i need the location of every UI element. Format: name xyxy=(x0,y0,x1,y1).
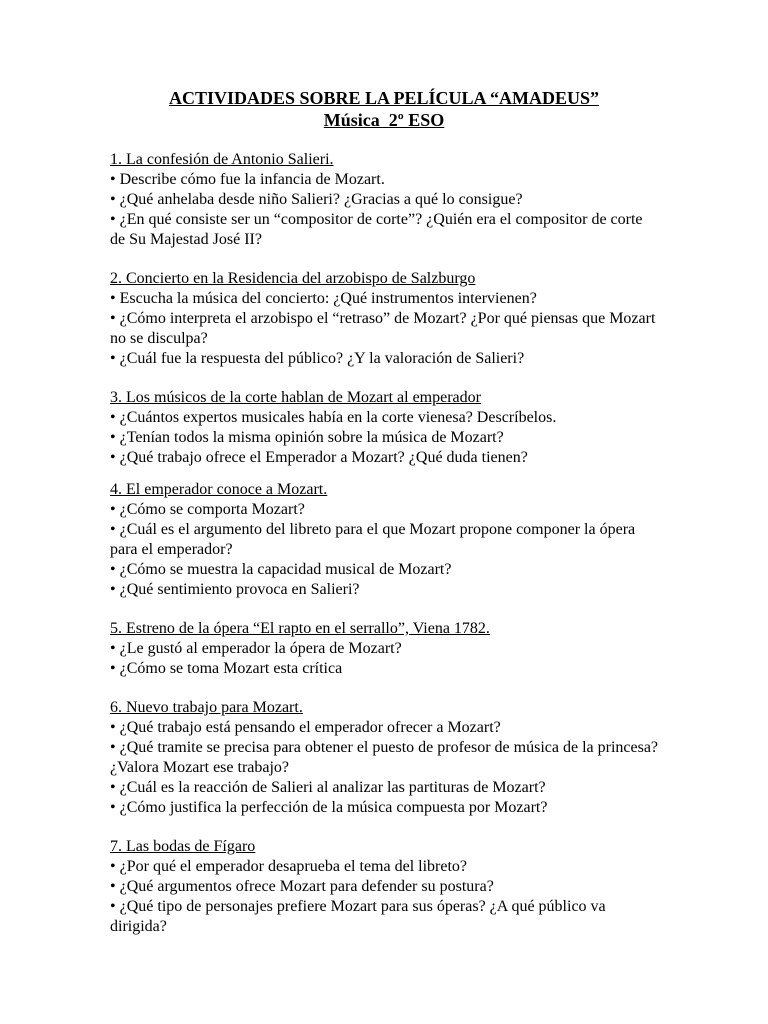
question-text: ¿En qué consiste ser un “compositor de corte”? ¿Quién era el compositor de corte de Su Majestad José II? xyxy=(110,211,643,248)
question-text: ¿Qué tipo de personajes prefiere Mozart para sus óperas? ¿A qué público va dirigida? xyxy=(110,898,606,935)
section-heading: 2. Concierto en la Residencia del arzobispo de Salzburgo xyxy=(110,270,476,287)
question-item xyxy=(110,798,660,818)
question-text: ¿Cómo justifica la perfección de la música compuesta por Mozart? xyxy=(119,799,548,816)
section-heading: 3. Los músicos de la corte hablan de Mozart al emperador xyxy=(110,389,481,406)
bullet-icon: • xyxy=(110,719,116,736)
question-item xyxy=(110,448,660,468)
section-3 xyxy=(110,388,660,468)
section-2 xyxy=(110,269,660,369)
question-item xyxy=(110,580,660,600)
section-heading: 1. La confesión de Antonio Salieri. xyxy=(110,151,334,168)
section-6 xyxy=(110,698,660,818)
question-item xyxy=(110,778,660,798)
question-item xyxy=(110,560,660,580)
question-item xyxy=(110,500,660,520)
section-5 xyxy=(110,619,660,679)
question-text: ¿Qué trabajo está pensando el emperador ofrecer a Mozart? xyxy=(119,719,501,736)
question-text: Escucha la música del concierto: ¿Qué instrumentos intervienen? xyxy=(119,290,537,307)
question-item xyxy=(110,718,660,738)
bullet-icon: • xyxy=(110,409,116,426)
bullet-icon: • xyxy=(110,350,116,367)
section-heading: 6. Nuevo trabajo para Mozart. xyxy=(110,699,303,716)
bullet-icon: • xyxy=(110,561,116,578)
question-text: ¿Qué tramite se precisa para obtener el puesto de profesor de música de la princesa? ¿Valora Mozart ese trabajo? xyxy=(110,739,659,776)
bullet-icon: • xyxy=(110,191,116,208)
question-text: ¿Qué anhelaba desde niño Salieri? ¿Gracias a qué lo consigue? xyxy=(119,191,523,208)
bullet-icon: • xyxy=(110,581,116,598)
bullet-icon: • xyxy=(110,290,116,307)
bullet-icon: • xyxy=(110,429,116,446)
section-4 xyxy=(110,480,660,600)
section-heading: 4. El emperador conoce a Mozart. xyxy=(110,481,328,498)
bullet-icon: • xyxy=(110,501,116,518)
section-1 xyxy=(110,150,660,250)
bullet-icon: • xyxy=(110,640,116,657)
bullet-icon: • xyxy=(110,878,116,895)
bullet-icon: • xyxy=(110,779,116,796)
page-subtitle: Música 2º ESO xyxy=(323,110,445,130)
bullet-icon: • xyxy=(110,858,116,875)
question-text: ¿Cuál es el argumento del libreto para el que Mozart propone componer la ópera para el emperador? xyxy=(110,521,636,558)
bullet-icon: • xyxy=(110,739,116,756)
question-item xyxy=(110,639,660,659)
question-text: ¿Cómo se toma Mozart esta crítica xyxy=(119,660,343,677)
question-item xyxy=(110,428,660,448)
bullet-icon: • xyxy=(110,521,116,538)
page-title: ACTIVIDADES SOBRE LA PELÍCULA “AMADEUS” xyxy=(168,88,600,108)
question-item xyxy=(110,738,660,778)
question-text: ¿Por qué el emperador desaprueba el tema del libreto? xyxy=(119,858,468,875)
question-text: ¿Cuál fue la respuesta del público? ¿Y la valoración de Salieri? xyxy=(119,350,525,367)
question-item xyxy=(110,897,660,937)
bullet-icon: • xyxy=(110,449,116,466)
question-item xyxy=(110,408,660,428)
title-block xyxy=(0,87,768,131)
question-item xyxy=(110,857,660,877)
question-text: ¿Cómo se comporta Mozart? xyxy=(119,501,305,518)
question-text: ¿Cómo interpreta el arzobispo el “retraso” de Mozart? ¿Por qué piensas que Mozart no se disculpa? xyxy=(110,310,656,347)
bullet-icon: • xyxy=(110,310,116,327)
question-text: ¿Cuántos expertos musicales había en la corte vienesa? Descríbelos. xyxy=(119,409,557,426)
section-heading: 7. Las bodas de Fígaro xyxy=(110,838,256,855)
question-item xyxy=(110,190,660,210)
question-text: ¿Le gustó al emperador la ópera de Mozart? xyxy=(119,640,402,657)
question-item xyxy=(110,349,660,369)
question-item xyxy=(110,170,660,190)
question-text: ¿Cómo se muestra la capacidad musical de Mozart? xyxy=(119,561,452,578)
question-item xyxy=(110,877,660,897)
activities-list xyxy=(110,150,660,956)
question-text: ¿Cuál es la reacción de Salieri al analizar las partituras de Mozart? xyxy=(119,779,546,796)
bullet-icon: • xyxy=(110,171,116,188)
question-text: Describe cómo fue la infancia de Mozart. xyxy=(119,171,385,188)
bullet-icon: • xyxy=(110,898,116,915)
bullet-icon: • xyxy=(110,660,116,677)
question-text: ¿Qué sentimiento provoca en Salieri? xyxy=(119,581,360,598)
question-item xyxy=(110,210,660,250)
question-item xyxy=(110,520,660,560)
question-item xyxy=(110,289,660,309)
bullet-icon: • xyxy=(110,211,116,228)
bullet-icon: • xyxy=(110,799,116,816)
section-7 xyxy=(110,837,660,937)
question-text: ¿Qué argumentos ofrece Mozart para defender su postura? xyxy=(119,878,494,895)
question-text: ¿Qué trabajo ofrece el Emperador a Mozart? ¿Qué duda tienen? xyxy=(119,449,528,466)
question-item xyxy=(110,309,660,349)
section-heading: 5. Estreno de la ópera “El rapto en el serrallo”, Viena 1782. xyxy=(110,620,490,637)
question-item xyxy=(110,659,660,679)
question-text: ¿Tenían todos la misma opinión sobre la música de Mozart? xyxy=(119,429,504,446)
